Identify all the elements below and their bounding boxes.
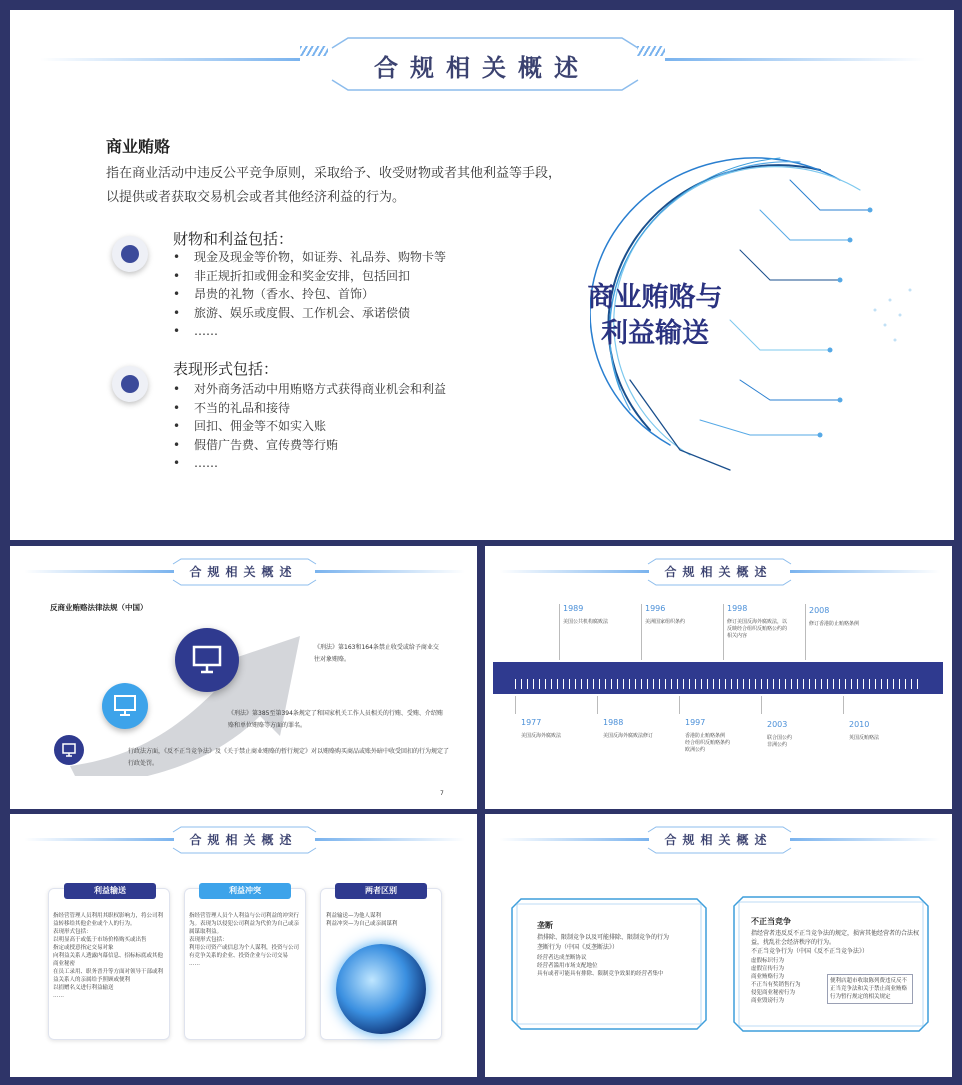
year-label: 1989: [563, 604, 584, 613]
timeline-ticks: [515, 679, 921, 689]
list-item: 不正当有奖销售行为: [751, 982, 801, 988]
connector-line: [805, 604, 806, 660]
globe-icon: [336, 944, 426, 1034]
graphic-title-line1: 商业贿赂与: [587, 282, 723, 313]
event-list: [767, 735, 837, 749]
event-text: 修订美国反海外腐败法，以反映经合组织反贿赂公约的相关内容: [727, 619, 788, 639]
section1-list: [170, 248, 490, 341]
year-label: 2008: [809, 606, 830, 615]
event-list: [685, 733, 755, 754]
card1-text: 指经营管理人员利用其职权影响力，将公司利益转移给其他企业或个人的行为。: [53, 913, 164, 927]
connector-line: [723, 604, 724, 660]
list-item: 侵犯商业秘密行为: [751, 990, 796, 996]
page-title: 合规相关概述: [189, 565, 298, 579]
tag-conflict: 利益冲突: [199, 883, 291, 899]
year-label: 2003: [767, 720, 788, 729]
timeline-bar: [493, 662, 943, 694]
connector-line: [843, 696, 844, 714]
slide-comparison: [10, 814, 477, 1077]
list-item: 商业毁谤行为: [751, 998, 785, 1004]
event-text: 美洲国家组织条约: [645, 619, 686, 625]
monitor-icon: [54, 735, 84, 765]
note-box: 便利店超市收取陈列费违反反不正当竞争法和关于禁止商业贿赂行为暂行规定的相关规定: [827, 974, 913, 1004]
card3-body: [326, 912, 440, 928]
list-item: • ……: [170, 454, 490, 473]
heading-bribery: 商业贿赂: [106, 137, 171, 156]
list-item: • 非正规折扣或佣金和奖金安排，包括回扣: [170, 267, 490, 286]
section2-list: [170, 380, 490, 473]
card2-text: 指经营管理人员个人利益与公司利益的冲突行为。表现为以侵犯公司利益为代价为自己或亲属谋取利益。: [189, 913, 300, 935]
unfair-title: 不正当竞争: [751, 917, 791, 926]
connector-line: [641, 604, 642, 660]
unfair-list: [751, 957, 827, 1005]
page-title: 合规相关概述: [189, 833, 298, 847]
year-label: 1996: [645, 604, 666, 613]
page-number: 7: [440, 790, 444, 797]
connector-line: [515, 696, 516, 714]
list-item: • 回扣、佣金等不如实入账: [170, 417, 490, 436]
unfair-text: 指经营者违反反不正当竞争法的规定，损害其他经营者的合法权益，扰乱社会经济秩序的行为。: [751, 930, 920, 946]
year-label: 1998: [727, 604, 748, 613]
connector-line: [679, 696, 680, 714]
monopoly-text: 指排除、限制竞争以及可能排除、限制竞争的行为: [537, 934, 670, 941]
connector-line: [559, 604, 560, 660]
list-item: ……: [53, 993, 64, 999]
list-item: 非洲公约: [767, 742, 788, 748]
page-title: 合规相关概述: [374, 53, 590, 82]
monopoly-list: [537, 954, 697, 978]
list-item: 商业贿赂行为: [751, 974, 785, 980]
list-item: 向利益关系人透露内幕信息、招标标底或其他商业秘密: [53, 953, 164, 967]
definition-text: 指在商业活动中违反公平竞争原则，采取给予、收受财物或者其他利益等手段，以提供或者获取交易机会或者其他经济利益的行为。: [106, 166, 562, 205]
list-item: • 旅游、娱乐或度假、工作机会、承诺偿债: [170, 304, 490, 323]
slide-laws: [10, 546, 477, 809]
event-text: 美国反海外腐败法: [521, 733, 562, 739]
list-item: 经营者滥用市场支配地位: [537, 963, 598, 969]
list-item: ……: [189, 961, 200, 967]
law-text-2: 《刑法》第385至第394条规定了和国家机关工作人员相关的行贿、受贿、介绍贿赂和单位贿赂等方面的罪名。: [228, 710, 443, 729]
tag-benefit-transfer: 利益输送: [64, 883, 156, 899]
list-item: 联合国公约: [767, 735, 793, 741]
list-item: • 现金及现金等价物，如证券、礼品券、购物卡等: [170, 248, 490, 267]
monitor-icon: [102, 683, 148, 729]
list-item: 虚假宣传行为: [751, 966, 785, 972]
law-text-1: 《刑法》第163和164条禁止收受或给予商业交往对象贿赂。: [314, 644, 439, 663]
monitor-icon: [175, 628, 239, 692]
list-item: • 对外商务活动中用贿赂方式获得商业机会和利益: [170, 380, 490, 399]
slide-monopoly: [485, 814, 952, 1077]
list-item: 以捐赠名义进行利益输送: [53, 985, 114, 991]
list-item: 指定或授意指定交易对象: [53, 945, 114, 951]
list-item: 欧洲公约: [685, 747, 706, 753]
year-label: 1977: [521, 718, 542, 727]
list-item: • 假借广告费、宣传费等行贿: [170, 436, 490, 455]
card2-sub: 表现形式包括：: [189, 937, 228, 943]
card2-body: [189, 912, 303, 968]
section1-title: 财物和利益包括：: [173, 230, 294, 248]
slide-subtitle: 反商业贿赂法律法规（中国）: [50, 603, 148, 612]
monopoly-sub: 垄断行为（中国《反垄断法》）: [537, 944, 619, 951]
slide-main: [10, 10, 954, 540]
event-text: 美国反海外腐败法修订: [603, 733, 654, 739]
section-dot-icon: [112, 236, 148, 272]
list-item: 经营者达成垄断协议: [537, 955, 587, 961]
year-label: 2010: [849, 720, 870, 729]
event-text: 美国公共机构腐败法: [563, 619, 609, 625]
list-item: 以明显高于或低于市场价格购买或出售: [53, 937, 147, 943]
graphic-title: [570, 280, 740, 352]
tag-difference: 两者区别: [335, 883, 427, 899]
event-text: 修订香港防止贿赂条例: [809, 621, 860, 627]
monopoly-title: 垄断: [537, 921, 553, 930]
monopoly-panel: [537, 920, 697, 978]
list-item: 利益输送—为他人谋利: [326, 913, 382, 919]
list-item: • ……: [170, 322, 490, 341]
event-text: 英国反贿赂法: [849, 735, 880, 741]
list-item: 虚假标识行为: [751, 958, 785, 964]
card1-sub: 表现形式包括：: [53, 929, 92, 935]
law-text-3: 行政法方面，《反不正当竞争法》及《关于禁止商业贿赂的暂行规定》对以贿赂购买商品或账外暗中收受回扣的行为规定了行政处罚。: [128, 748, 450, 767]
section2-title: 表现形式包括：: [173, 360, 279, 378]
section-dot-icon: [112, 366, 148, 402]
list-item: 利益冲突—为自己或亲属谋利: [326, 921, 398, 927]
page-title: 合规相关概述: [664, 565, 773, 579]
list-item: 利用公司资产或信息为个人谋利，投资与公司有竞争关系的企业、投资企业与公司交易: [189, 945, 300, 959]
list-item: • 昂贵的礼物（香水、拎包、首饰）: [170, 285, 490, 304]
list-item: 香港防止贿赂条例: [685, 733, 726, 739]
card1-body: [53, 912, 167, 1000]
list-item: 在员工录用、职务晋升等方面对领导干部或利益关系人的亲属给予照顾或便利: [53, 969, 164, 983]
year-label: 1997: [685, 718, 706, 727]
list-item: • 不当的礼品和接待: [170, 399, 490, 418]
connector-line: [597, 696, 598, 714]
graphic-title-line2: 利益输送: [601, 318, 709, 349]
page-title: 合规相关概述: [664, 833, 773, 847]
unfair-sub: 不正当竞争行为（中国《反不正当竞争法》）: [751, 948, 869, 955]
list-item: 经合组织反贿赂条约: [685, 740, 731, 746]
connector-line: [761, 696, 762, 714]
list-item: 具有或者可能具有排除、限制竞争效果的经营者集中: [537, 971, 664, 977]
slide-timeline: [485, 546, 952, 809]
year-label: 1988: [603, 718, 624, 727]
